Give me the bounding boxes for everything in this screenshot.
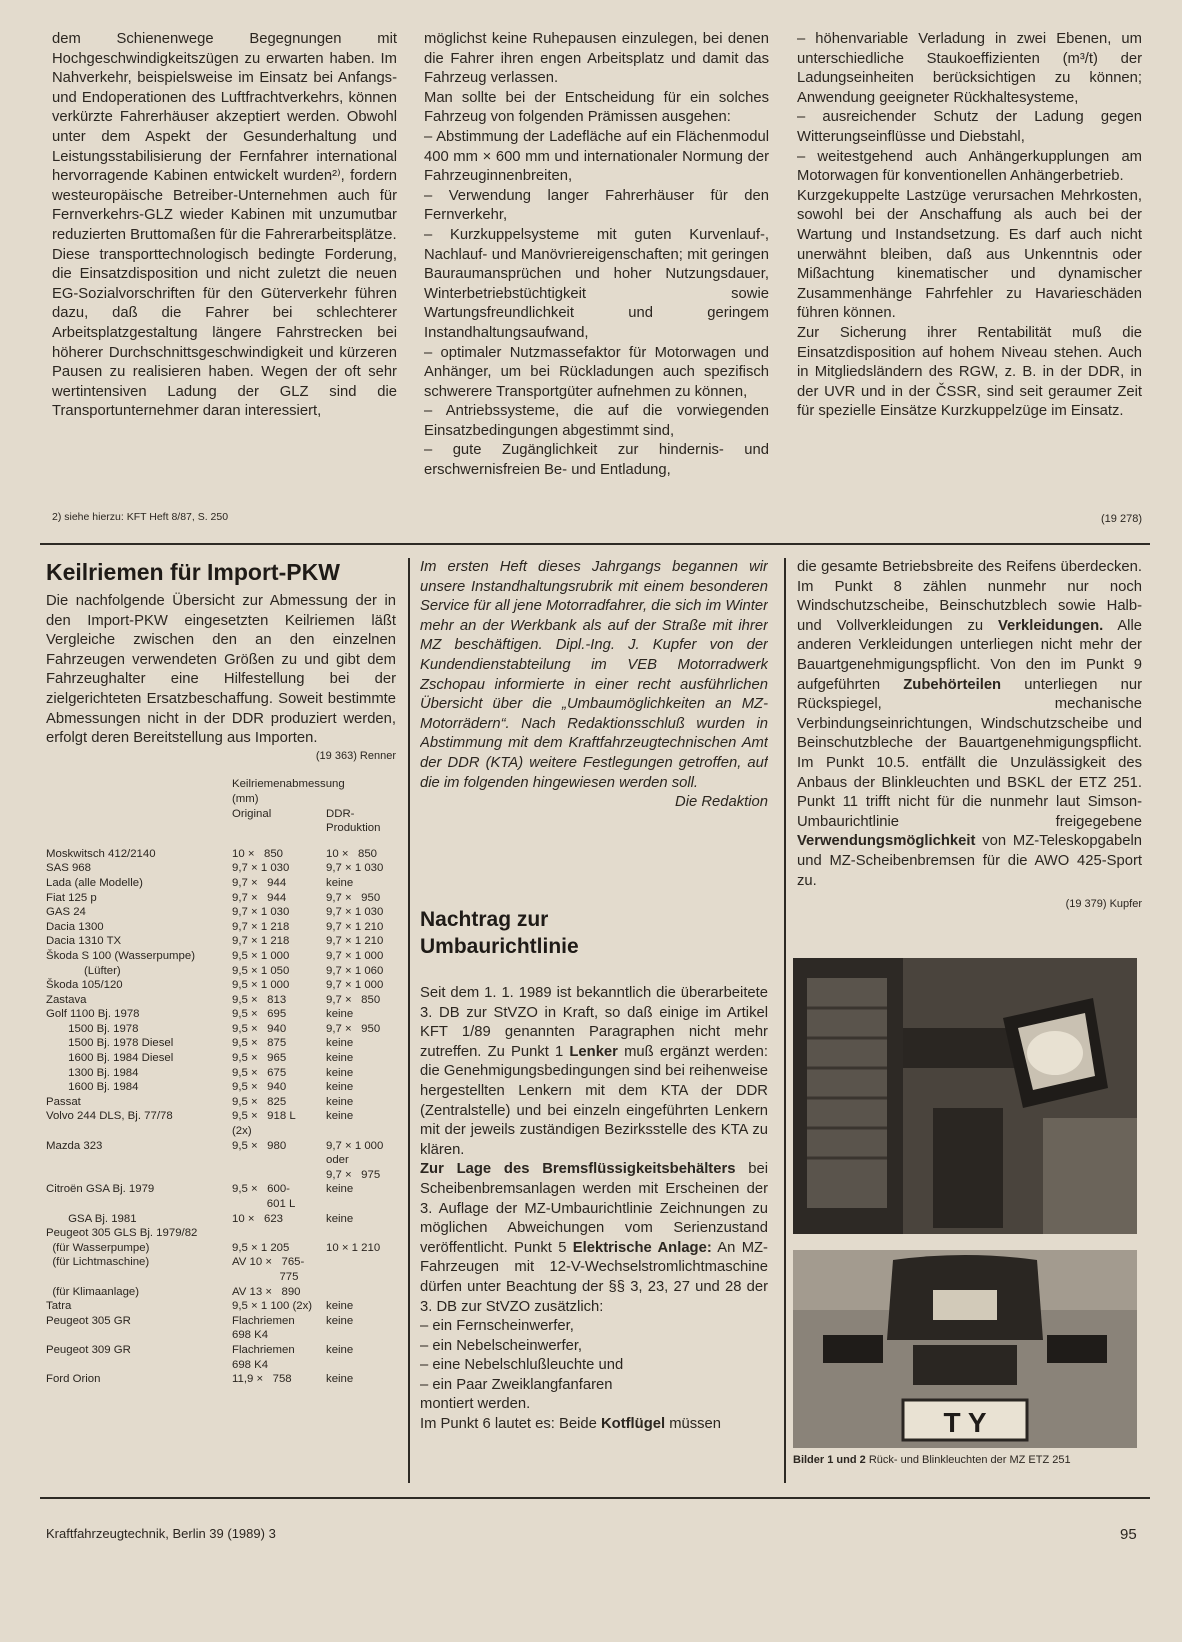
- model-cell: SAS 968: [46, 862, 91, 875]
- ddr-cell: 9,7 × 1 000: [326, 949, 384, 962]
- table-row: [46, 1270, 396, 1285]
- model-cell: [46, 1197, 232, 1212]
- top-col3-item-3: – weitestgehend auch Anhängerkupplungen am Motorwagen für konventionellen Anhängerbetrieb.: [797, 148, 1142, 185]
- col3-bold-3: Verwendungsmöglichkeit: [797, 833, 976, 850]
- model-cell: Citroën GSA Bj. 1979: [46, 1183, 155, 1196]
- original-cell: (2x): [232, 1125, 252, 1138]
- nachtrag-title-line-1: Nachtrag zur: [420, 908, 549, 931]
- table-row: [46, 1197, 396, 1212]
- original-cell: 10 × 623: [232, 1212, 283, 1225]
- nachtrag-para-2-bold-2: Elektrische Anlage:: [572, 1239, 712, 1256]
- original-cell: 9,5 × 695: [232, 1008, 287, 1021]
- ddr-cell: 9,7 × 1 000: [326, 1139, 384, 1152]
- model-cell: GAS 24: [46, 906, 86, 919]
- nachtrag-para-2-rest: bei Scheibenbremsanlagen werden mit Erscheinen der 3. Auflage der MZ-Umbaurichtlinie Zeichnungen zu möglichen Abweichungen vom Serienzustand veröffentlicht. Punkt 5: [420, 1161, 768, 1256]
- ddr-cell: keine: [326, 1081, 354, 1094]
- ddr-cell: keine: [326, 1314, 354, 1327]
- original-cell: [232, 1153, 326, 1168]
- ddr-cell: [326, 1358, 396, 1373]
- col3-text-c: unterliegen nur Rückspiegel, mechanische Verbindungseinrichtungen, Windschutzscheibe und Beinschutzbleche der Bauartgenehmigungspflicht. Im Punkt 10.5. entfällt die Unzulässigkeit des Anbaus der Blinkleuchten und BSKL der ETZ 251. Punkt 11 trifft nicht für die nunmehr laut Simson-Umbaurichtlinie freigegebene: [797, 676, 1142, 830]
- ddr-cell: keine: [326, 876, 354, 889]
- top-column-1: [52, 30, 397, 490]
- photo-caption: [793, 1453, 1138, 1468]
- ddr-cell: keine: [326, 1300, 354, 1313]
- ddr-cell: keine: [326, 1373, 354, 1386]
- header-original: Original: [232, 807, 272, 820]
- footer-divider: [40, 1497, 1150, 1499]
- header-ddr: DDR-Produktion: [326, 807, 381, 835]
- model-cell: Peugeot 305 GLS Bj. 1979/82: [46, 1227, 198, 1240]
- original-cell: 9,5 × 980: [232, 1139, 287, 1152]
- photo-rear-light-2: [793, 1250, 1137, 1448]
- table-row: [46, 1285, 396, 1300]
- model-cell: Passat: [46, 1095, 81, 1108]
- table-row: [46, 1109, 396, 1124]
- table-row: [46, 1255, 396, 1270]
- top-article-ref: (19 278): [1101, 513, 1142, 525]
- table-row: [46, 1343, 396, 1358]
- table-row: [46, 1212, 396, 1227]
- col3-text-a: die gesamte Betriebsbreite des Reifens überdecken. Im Punkt 8 zählen nunmehr nur noch Windschutzscheibe, Beinschutzblech sowie Halb- und Vollverkleidungen zu: [797, 559, 1142, 634]
- original-cell: 601 L: [232, 1198, 296, 1210]
- model-cell: [46, 1168, 232, 1183]
- table-row: [46, 876, 396, 891]
- model-cell: Fiat 125 p: [46, 891, 97, 904]
- nachtrag-intro: Im ersten Heft dieses Jahrgangs begannen wir unsere Instandhaltungsrubrik mit einem besonderen Service für all jene Motorradfahrer, die sich im Winter mehr an der Werkbank als auf der Straße mit ihrer MZ beschäftigen. Dipl.-Ing. J. Kupfer von der Kundendienstabteilung im VEB Motorradwerk Zschopau informierte in einer recht ausführlichen Übersicht über die „Umbaumöglichkeiten an MZ-Motorrädern“. Nach Redaktionsschluß wurden in Abstimmung mit dem Kraftfahrzeugtechnischen Amt der DDR (KTA) weitere Festlegungen getroffen, auf die im folgenden hingewiesen werden soll.: [420, 559, 768, 791]
- table-row: [46, 1241, 396, 1256]
- table-row: [46, 1226, 396, 1241]
- top-col2-item-5: – Antriebssysteme, die auf die vorwiegenden Einsatzbedingungen abgestimmt sind,: [424, 403, 769, 439]
- table-row: [46, 1153, 396, 1168]
- original-cell: 775: [232, 1270, 299, 1283]
- keilriemen-title: Keilriemen für Import-PKW: [46, 559, 340, 585]
- header-keilriemen: Keilriemenabmessung: [232, 777, 345, 790]
- model-cell: Lada (alle Modelle): [46, 876, 143, 889]
- top-col2-para-2: Man sollte bei der Entscheidung für ein solches Fahrzeug von folgenden Prämissen ausgehen:: [424, 89, 769, 126]
- original-cell: [232, 1168, 326, 1183]
- model-cell: Peugeot 305 GR: [46, 1314, 131, 1327]
- ddr-cell: keine: [326, 1343, 354, 1356]
- ddr-cell: 10 × 850: [326, 847, 377, 860]
- nachtrag-para-4-start: Im Punkt 6 lautet es: Beide: [420, 1416, 597, 1433]
- original-cell: 9,5 × 813: [232, 993, 287, 1006]
- original-cell: 9,5 × 1 050: [232, 964, 290, 977]
- top-col1-para-1: dem Schienenwege Begegnungen mit Hochgeschwindigkeitszügen zu erwarten haben. Im Nahverkehr, beispielsweise im Einsatz bei Anfangs- und Endoperationen des Luftfrachtverkehrs, können verkürzte Fahrerhäuser akzeptiert werden. Obwohl unter dem Aspekt der Gesunderhaltung und Leistungsstabilisierung der Fernfahrer international hervorragende Kabinen entwickelt wurden²⁾, fordern westeuropäische Betreiber-Unternehmen auch für Fernverkehrs-GLZ wieder Kabinen mit unzumutbar reduzierten Bruttomaßen für die Fahrerarbeitsplätze.: [52, 31, 397, 243]
- model-cell: Škoda 105/120: [46, 979, 123, 992]
- model-cell: (Lüfter): [46, 964, 121, 977]
- original-cell: Flachriemen: [232, 1343, 295, 1356]
- ddr-cell: 9,7 × 1 060: [326, 964, 384, 977]
- col3-text-b: Alle anderen Verkleidungen unterliegen nicht mehr der Bauartgenehmigungspflicht. Von den im Punkt 9 aufgeführten: [797, 617, 1142, 693]
- original-cell: 9,5 × 1 100 (2x): [232, 1300, 313, 1313]
- model-cell: Volvo 244 DLS, Bj. 77/78: [46, 1110, 173, 1123]
- ddr-cell: [326, 1226, 396, 1241]
- journal-citation: Kraftfahrzeugtechnik, Berlin 39 (1989) 3: [46, 1526, 276, 1541]
- model-cell: Moskwitsch 412/2140: [46, 847, 156, 860]
- table-row: [46, 920, 396, 935]
- ddr-cell: [326, 1270, 396, 1285]
- table-row: [46, 964, 396, 979]
- original-cell: 698 K4: [232, 1329, 269, 1342]
- table-row: [46, 861, 396, 876]
- model-cell: Zastava: [46, 993, 87, 1006]
- original-cell: 9,5 × 940: [232, 1081, 287, 1094]
- ddr-cell: [326, 1328, 396, 1343]
- model-cell: Golf 1100 Bj. 1978: [46, 1008, 140, 1021]
- table-row: [46, 891, 396, 906]
- table-row: [46, 993, 396, 1008]
- belt-table: [46, 847, 396, 1387]
- model-cell: Dacia 1310 TX: [46, 935, 122, 948]
- original-cell: 9,7 × 1 030: [232, 862, 290, 875]
- original-cell: 10 × 850: [232, 847, 283, 860]
- caption-bold: Bilder 1 und 2: [793, 1454, 866, 1466]
- ddr-cell: keine: [326, 1095, 354, 1108]
- top-col2-para-1: möglichst keine Ruhepausen einzulegen, bei denen die Fahrer ihren engen Arbeitsplatz und damit das Fahrzeug verlassen.: [424, 31, 769, 87]
- ddr-cell: 10 × 1 210: [326, 1241, 381, 1254]
- table-row: [46, 1051, 396, 1066]
- model-cell: 1600 Bj. 1984: [46, 1081, 139, 1094]
- col3-bold-1: Verkleidungen.: [997, 617, 1104, 634]
- table-row: [46, 1036, 396, 1051]
- table-row: [46, 847, 396, 862]
- original-cell: 9,5 × 600-: [232, 1183, 290, 1196]
- keilriemen-ref: (19 363) Renner: [315, 749, 396, 762]
- model-cell: [46, 1153, 232, 1168]
- model-cell: Škoda S 100 (Wasserpumpe): [46, 949, 195, 962]
- nachtrag-heading: [420, 906, 768, 986]
- table-row: [46, 1080, 396, 1095]
- ddr-cell: [326, 1255, 396, 1270]
- nachtrag-list-4: – ein Paar Zweiklangfanfaren: [420, 1376, 613, 1393]
- model-cell: [46, 1124, 232, 1139]
- col3-text-d: von MZ-Teleskopgabeln und MZ-Scheibenbremsen für die AWO 425-Sport zu.: [797, 833, 1142, 889]
- nachtrag-para-4-bold: Kotflügel: [600, 1416, 666, 1433]
- nachtrag-para-2-rest-2: An MZ-Fahrzeugen mit 12-V-Wechselstromlichtmaschine dürfen unter Beachtung der §§ 3, 23, 27 und 28 der 3. DB zur StVZO zusätzlich:: [420, 1239, 768, 1315]
- model-cell: 1600 Bj. 1984 Diesel: [46, 1052, 174, 1065]
- caption-text: Rück- und Blinkleuchten der MZ ETZ 251: [868, 1454, 1071, 1466]
- nachtrag-para-2: [420, 1160, 768, 1317]
- nachtrag-para-1: [420, 984, 768, 1160]
- ddr-cell: 9,7 × 850: [326, 993, 381, 1006]
- top-col2-item-4: – optimaler Nutzmassefaktor für Motorwagen und Anhänger, um bei Rückladungen auch spezifisch schwerere Transportgüter aufnehmen zu können,: [424, 344, 769, 400]
- photo-rear-light-1: [793, 958, 1137, 1234]
- top-col2-item-2: – Verwendung langer Fahrerhäuser für den Fernverkehr,: [424, 187, 769, 224]
- nachtrag-para-1-bold: Lenker: [569, 1043, 618, 1060]
- nachtrag-para-3: montiert werden.: [420, 1396, 531, 1413]
- ddr-cell: keine: [326, 1110, 354, 1123]
- original-cell: 9,5 × 918 L: [232, 1110, 296, 1123]
- photo-2-drawing: [793, 1250, 1137, 1448]
- nachtrag-list-2: – ein Nebelscheinwerfer,: [420, 1337, 583, 1354]
- table-row: [46, 1168, 396, 1183]
- top-col3-item-1: – höhenvariable Verladung in zwei Ebenen, um unterschiedliche Staukoeffizienten (m³/t) der Ladungseinheiten berücksichtigen zu können; Anwendung geeigneter Rückhaltesysteme,: [797, 31, 1142, 106]
- ddr-cell: 9,7 × 1 030: [326, 906, 384, 919]
- model-cell: [46, 1358, 232, 1373]
- original-cell: 9,5 × 675: [232, 1066, 287, 1079]
- footnote: 2) siehe hierzu: KFT Heft 8/87, S. 250: [52, 511, 229, 523]
- page-number: 95: [1120, 1526, 1137, 1543]
- top-col2-item-6: – gute Zugänglichkeit zur hindernis- und erschwernisfreien Be- und Entladung,: [424, 442, 769, 479]
- nachtrag-body: [420, 984, 768, 1496]
- table-row: [46, 949, 396, 964]
- header-unit: (mm): [232, 792, 259, 805]
- original-cell: 9,7 × 944: [232, 876, 287, 889]
- ddr-cell: 9,7 × 1 030: [326, 862, 384, 875]
- photo-1-drawing: [793, 958, 1137, 1234]
- table-row: [46, 1182, 396, 1197]
- ddr-cell: keine: [326, 1037, 354, 1050]
- table-row: [46, 1022, 396, 1037]
- original-cell: 9,7 × 1 030: [232, 906, 290, 919]
- nachtrag-ref: (19 379) Kupfer: [1065, 898, 1142, 911]
- nachtrag-col3-para: [797, 558, 1142, 891]
- column-rule-2: [784, 558, 786, 1483]
- table-row: [46, 1095, 396, 1110]
- column-rule-1: [408, 558, 410, 1483]
- table-row: [46, 1139, 396, 1154]
- ddr-cell: [326, 1124, 396, 1139]
- nachtrag-list-3: – eine Nebelschlußleuchte und: [420, 1357, 624, 1374]
- model-cell: [46, 1328, 232, 1343]
- original-cell: AV 10 × 765-: [232, 1256, 305, 1269]
- top-col1-para-2: Diese transporttechnologisch bedingte Forderung, die Einsatzdisposition und nicht zuletzt die neuen EG-Sozialvorschriften für den Güterverkehr führen dazu, daß die Fahrer bei schlechterer Arbeitsplatzgestaltung längere Fahrstrecken bei höherer Durchschnittsgeschwindigkeit und kürzeren Pausen zu realisieren haben. Wegen der oft sehr wertintensiven Ladung der GLZ sind die Transportunternehmer daran interessiert,: [52, 246, 397, 420]
- nachtrag-para-4: [420, 1415, 768, 1435]
- nachtrag-signature: Die Redaktion: [675, 794, 768, 811]
- top-column-3: [797, 30, 1142, 495]
- model-cell: Dacia 1300: [46, 920, 104, 933]
- model-cell: 1500 Bj. 1978: [46, 1022, 139, 1035]
- table-row: [46, 1358, 396, 1373]
- section-divider: [40, 543, 1150, 545]
- ddr-cell: keine: [326, 1008, 354, 1021]
- keilriemen-intro: Die nachfolgende Übersicht zur Abmessung der in den Import-PKW eingesetzten Keilriemen läßt Vergleiche zwischen den an den einzelnen Fahrzeugen verwendeten Größen zu und gibt dem Fahrzeughalter eine Hilfestellung bei der zielgerichteten Ersatzbeschaffung. Soweit bestimmte Abmessungen nicht in der DDR produziert werden, erfolgt deren Bereitstellung aus Importen.: [46, 593, 396, 747]
- nachtrag-title-line-2: Umbaurichtlinie: [420, 935, 579, 958]
- belt-table-header: [46, 777, 396, 847]
- model-cell: Tatra: [46, 1300, 72, 1313]
- ddr-cell: 9,7 × 1 210: [326, 920, 384, 933]
- col3-bold-2: Zubehörteilen: [903, 676, 1002, 693]
- ddr-cell: 9,7 × 950: [326, 891, 381, 904]
- original-cell: 9,5 × 875: [232, 1037, 287, 1050]
- original-cell: AV 13 × 890: [232, 1285, 301, 1298]
- ddr-cell: keine: [326, 1212, 354, 1225]
- model-cell: Mazda 323: [46, 1139, 103, 1152]
- original-cell: Flachriemen: [232, 1314, 295, 1327]
- ddr-cell: keine: [326, 1052, 354, 1065]
- table-row: [46, 1314, 396, 1329]
- ddr-cell: [326, 1285, 396, 1300]
- top-col3-item-2: – ausreichender Schutz der Ladung gegen Witterungseinflüsse und Diebstahl,: [797, 109, 1142, 145]
- model-cell: Peugeot 309 GR: [46, 1343, 131, 1356]
- table-row: [46, 978, 396, 993]
- model-cell: 1500 Bj. 1978 Diesel: [46, 1037, 174, 1050]
- keilriemen-article: [46, 558, 396, 1558]
- top-column-2: [424, 30, 769, 530]
- ddr-cell: 9,7 × 975: [326, 1168, 381, 1181]
- nachtrag-para-1-start: Seit dem 1. 1. 1989 ist bekanntlich die überarbeitete 3. DB zur StVZO in Kraft, so daß einige im Artikel KFT 1/89 genannten Paragraphen nicht mehr zutreffen. Zu Punkt 1: [420, 985, 768, 1060]
- top-col2-item-1: – Abstimmung der Ladefläche auf ein Flächenmodul 400 mm × 600 mm und internationaler Normung der Fahrzeuginnenbreiten,: [424, 128, 769, 185]
- table-row: [46, 1328, 396, 1343]
- ddr-cell: [326, 1197, 396, 1212]
- ddr-cell: 9,7 × 1 210: [326, 935, 384, 948]
- ddr-cell: keine: [326, 1183, 354, 1196]
- nachtrag-para-2-bold: Zur Lage des Bremsflüssigkeitsbehälters: [420, 1161, 736, 1178]
- original-cell: 9,5 × 940: [232, 1022, 287, 1035]
- model-cell: [46, 1270, 232, 1285]
- ddr-cell: 9,7 × 1 000: [326, 979, 384, 992]
- model-cell: Ford Orion: [46, 1373, 101, 1386]
- table-row: [46, 1124, 396, 1139]
- nachtrag-list-1: – ein Fernscheinwerfer,: [420, 1318, 574, 1335]
- ddr-cell: keine: [326, 1066, 354, 1079]
- original-cell: 9,7 × 1 218: [232, 935, 290, 948]
- model-cell: (für Klimaanlage): [46, 1285, 140, 1298]
- model-cell: GSA Bj. 1981: [46, 1212, 137, 1225]
- model-cell: (für Lichtmaschine): [46, 1256, 150, 1269]
- ddr-cell: oder: [326, 1154, 349, 1167]
- original-cell: 9,7 × 944: [232, 891, 287, 904]
- original-cell: 698 K4: [232, 1358, 269, 1371]
- nachtrag-para-1-rest: muß ergänzt werden: die Genehmigungsbedingungen sind bei reihenweise hergestellten Lenkern mit dem KTA der DDR (Zentralstelle) und bei einzeln eingeführten Lenkern mit der jeweils zuständigen Bezirksstelle des KTA zu klären.: [420, 1043, 768, 1158]
- original-cell: 11,9 × 758: [232, 1373, 292, 1386]
- nachtrag-para-4-end: müssen: [669, 1416, 722, 1433]
- ddr-cell: 9,7 × 950: [326, 1022, 381, 1035]
- table-row: [46, 1372, 396, 1387]
- original-cell: 9,5 × 1 000: [232, 979, 290, 992]
- top-col2-item-3: – Kurzkuppelsysteme mit guten Kurvenlauf-, Nachlauf- und Manövriereigenschaften; mit geringen Bauraumansprüchen und hoher Nutzungsdauer, Winterbetriebstüchtigkeit sowie Wartungsfreundlichkeit und geringem Instandhaltungsaufwand,: [424, 226, 769, 341]
- original-cell: 9,5 × 1 205: [232, 1241, 290, 1254]
- top-col3-para-2: Zur Sicherung ihrer Rentabilität muß die Einsatzdisposition auf hohem Niveau stehen. Auch in Mitgliedsländern des RGW, z. B. in der DDR, in der UVR und in der ČSSR, sind seit geraumer Zeit für spezielle Einsätze Kurzkuppelzüge im Einsatz.: [797, 324, 1142, 420]
- nachtrag-intro-box: [420, 558, 768, 868]
- original-cell: 9,5 × 825: [232, 1095, 287, 1108]
- table-row: [46, 1007, 396, 1022]
- original-cell: 9,5 × 965: [232, 1052, 287, 1065]
- nachtrag-continued: [797, 558, 1142, 920]
- table-row: [46, 934, 396, 949]
- model-cell: 1300 Bj. 1984: [46, 1066, 139, 1079]
- table-row: [46, 1066, 396, 1081]
- model-cell: (für Wasserpumpe): [46, 1241, 150, 1254]
- table-row: [46, 1299, 396, 1314]
- original-cell: 9,7 × 1 218: [232, 920, 290, 933]
- original-cell: [232, 1226, 326, 1241]
- license-plate-text: T Y: [943, 1407, 987, 1438]
- table-row: [46, 905, 396, 920]
- top-col3-para-1: Kurzgekuppelte Lastzüge verursachen Mehrkosten, sowohl bei der Anschaffung als auch bei der Wartung und Instandsetzung. Es darf auch nicht unerwähnt bleiben, daß aus Unkenntnis oder Mißachtung kinematischer und dynamischer Zusammenhänge Fahrfehler zu Havarieschäden führen können.: [797, 187, 1142, 322]
- original-cell: 9,5 × 1 000: [232, 949, 290, 962]
